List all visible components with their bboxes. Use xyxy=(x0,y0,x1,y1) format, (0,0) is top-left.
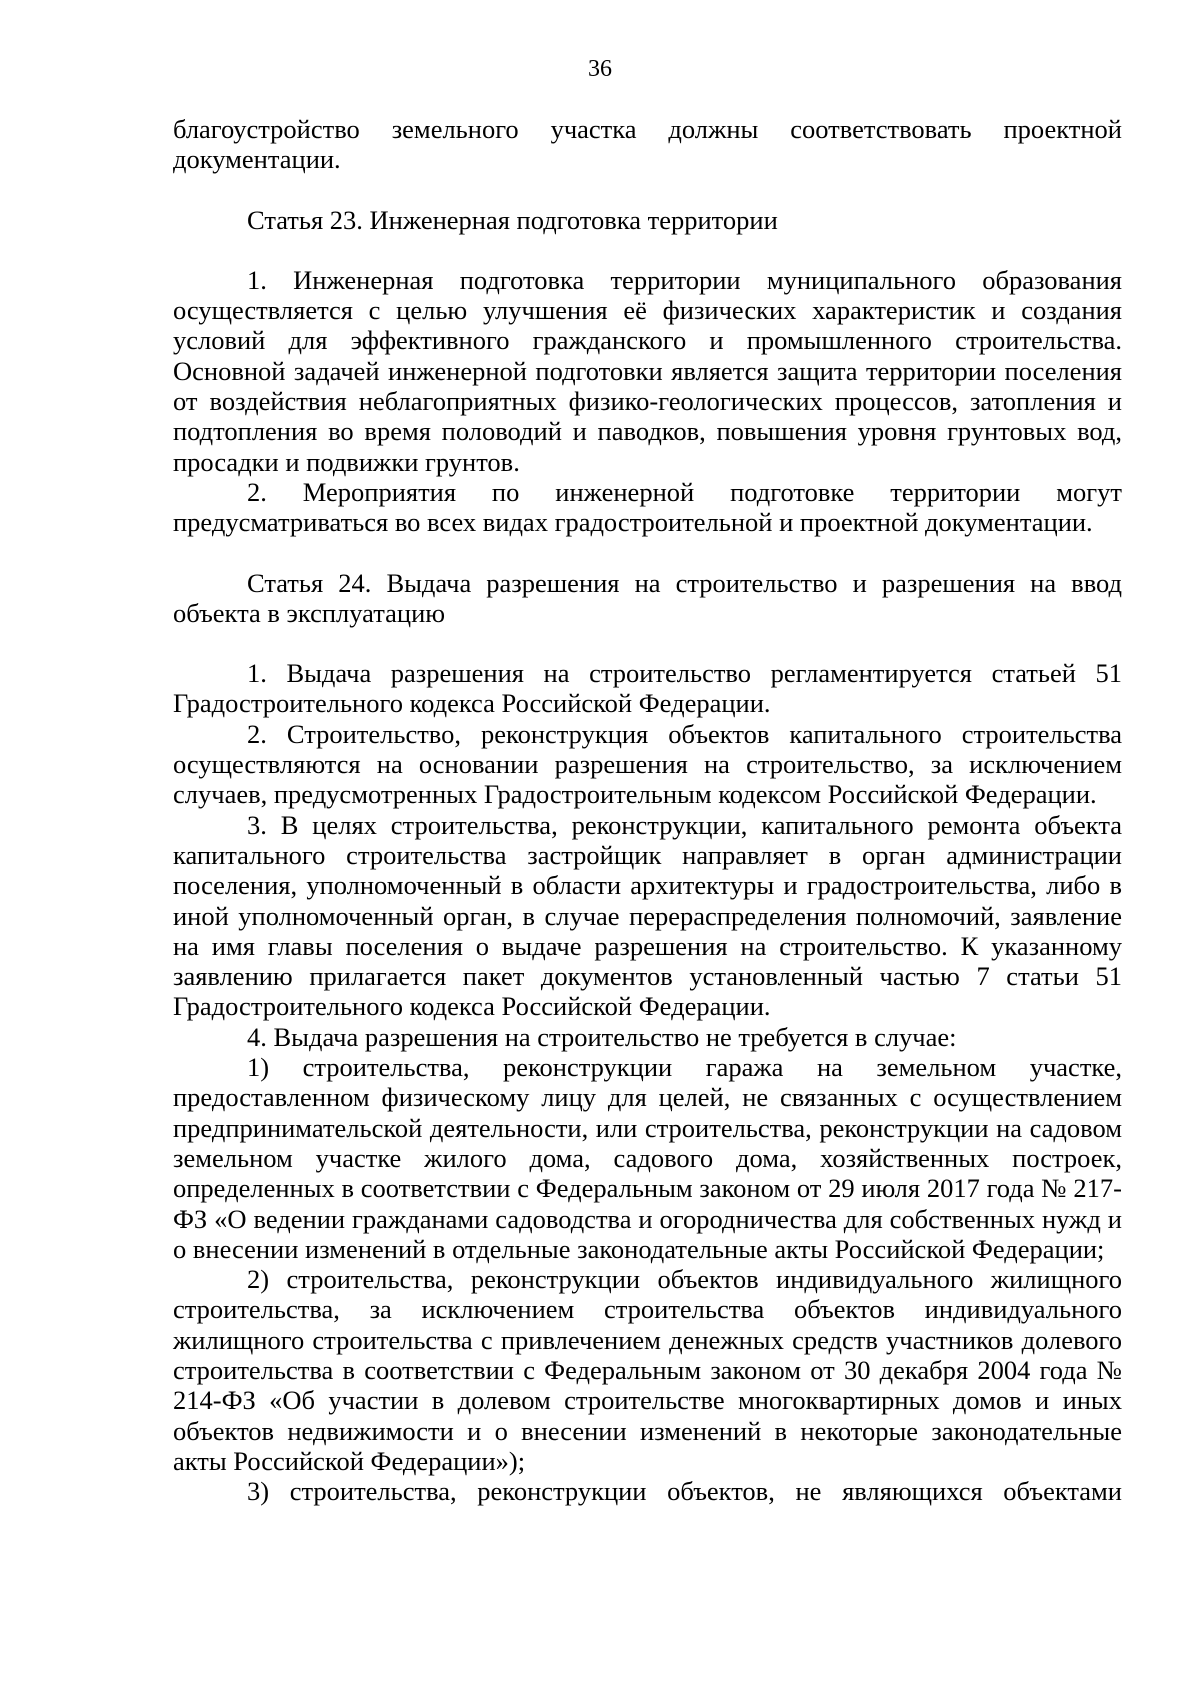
article-24-subclause-2: 2) строительства, реконструкции объектов индивидуального жилищного строительства, за исключением строительства объектов индивидуального жилищного строительства с привлечением денежных средств участников долевого строительства в соответствии с Федеральным законом от 30 декабря 2004 года № 214-ФЗ «Об участии в долевом строительстве многоквартирных домов и иных объектов недвижимости и о внесении изменений в некоторые законодательные акты Российской Федерации»); xyxy=(173,1264,1122,1476)
article-23-clause-2: 2. Мероприятия по инженерной подготовке территории могут предусматриваться во всех видах градостроительной и проектной документации. xyxy=(173,476,1122,538)
article-23-clause-1: 1. Инженерная подготовка территории муниципального образования осуществляется с целью улучшения её физических характеристик и создания условий для эффективного гражданского и промышленного строительства. Основной задачей инженерной подготовки является защита территории поселения от воздействия неблагоприятных физико-геологических процессов, затопления и подтопления во время половодий и паводков, повышения уровня грунтовых вод, просадки и подвижки грунтов. xyxy=(173,264,1122,477)
article-24-clause-4: 4. Выдача разрешения на строительство не требуется в случае: xyxy=(247,1021,957,1052)
article-24-clause-2: 2. Строительство, реконструкция объектов капитального строительства осуществляются на основании разрешения на строительство, за исключением случаев, предусмотренных Градостроительным кодексом Российской Федерации. xyxy=(173,718,1122,810)
page-number: 36 xyxy=(588,56,612,82)
article-24-clause-3: 3. В целях строительства, реконструкции, капитального ремонта объекта капитального строительства застройщик направляет в орган администрации поселения, уполномоченный в области архитектуры и градостроительства, либо в иной уполномоченный орган, в случае перераспределения полномочий, заявление на имя главы поселения о выдаче разрешения на строительство. К указанному заявлению прилагается пакет документов установленный частью 7 статьи 51 Градостроительного кодекса Российской Федерации. xyxy=(173,809,1122,1022)
article-24-clause-1: 1. Выдача разрешения на строительство регламентируется статьей 51 Градостроительного кодекса Российской Федерации. xyxy=(173,658,1122,719)
article-24-subclause-3: 3) строительства, реконструкции объектов, не являющихся объектами xyxy=(247,1476,1122,1507)
document-body xyxy=(173,114,1122,1506)
article-24-subclause-1: 1) строительства, реконструкции гаража на земельном участке, предоставленном физическому лицу для целей, не связанных с осуществлением предпринимательской деятельности, или строительства, реконструкции на садовом земельном участке жилого дома, садового дома, хозяйственных построек, определенных в соответствии с Федеральным законом от 29 июля 2017 года № 217-ФЗ «О ведении гражданами садоводства и огородничества для собственных нужд и о внесении изменений в отдельные законодательные акты Российской Федерации; xyxy=(173,1052,1122,1264)
article-24-heading: Статья 24. Выдача разрешения на строительство и разрешения на ввод объекта в эксплуатацию xyxy=(173,567,1122,628)
article-23-heading: Статья 23. Инженерная подготовка территории xyxy=(247,204,778,235)
paragraph-continuation: благоустройство земельного участка должны соответствовать проектной документации. xyxy=(173,114,1122,175)
